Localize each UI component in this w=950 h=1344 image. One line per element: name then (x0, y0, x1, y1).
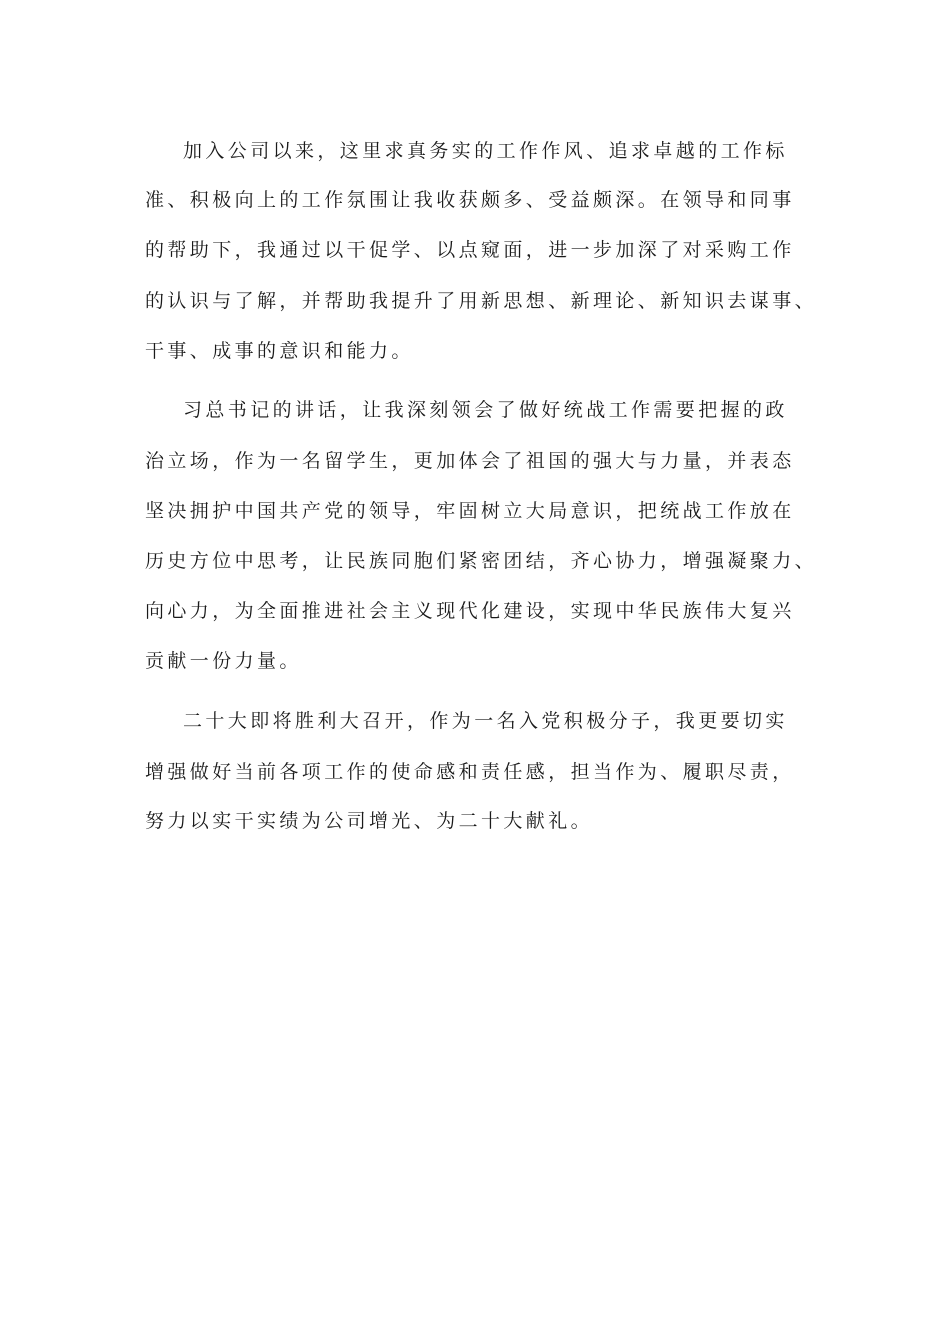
paragraph-1-line-4: 的认识与了解，并帮助我提升了用新思想、新理论、新知识去谋事、 (145, 290, 818, 312)
paragraph-2-line-1: 习总书记的讲话，让我深刻领会了做好统战工作需要把握的政 (183, 399, 788, 421)
paragraph-2-line-4: 历史方位中思考，让民族同胞们紧密团结，齐心协力，增强凝聚力、 (145, 550, 818, 572)
paragraph-1-line-1: 加入公司以来，这里求真务实的工作作风、追求卓越的工作标 (183, 140, 788, 162)
paragraph-3-line-3: 努力以实干实绩为公司增光、为二十大献礼。 (145, 810, 594, 832)
paragraph-1-line-5: 干事、成事的意识和能力。 (145, 340, 414, 362)
paragraph-1-line-3: 的帮助下，我通过以干促学、以点窥面，进一步加深了对采购工作 (145, 239, 795, 261)
paragraph-2-line-6: 贡献一份力量。 (145, 650, 302, 672)
paragraph-1-line-2: 准、积极向上的工作氛围让我收获颇多、受益颇深。在领导和同事 (145, 189, 795, 211)
paragraph-3-line-1: 二十大即将胜利大召开，作为一名入党积极分子，我更要切实 (183, 710, 788, 732)
paragraph-2-line-5: 向心力，为全面推进社会主义现代化建设，实现中华民族伟大复兴 (145, 600, 795, 622)
paragraph-2-line-2: 治立场，作为一名留学生，更加体会了祖国的强大与力量，并表态 (145, 450, 795, 472)
paragraph-3-line-2: 增强做好当前各项工作的使命感和责任感，担当作为、履职尽责， (145, 761, 795, 783)
paragraph-2-line-3: 坚决拥护中国共产党的领导，牢固树立大局意识，把统战工作放在 (145, 500, 795, 522)
